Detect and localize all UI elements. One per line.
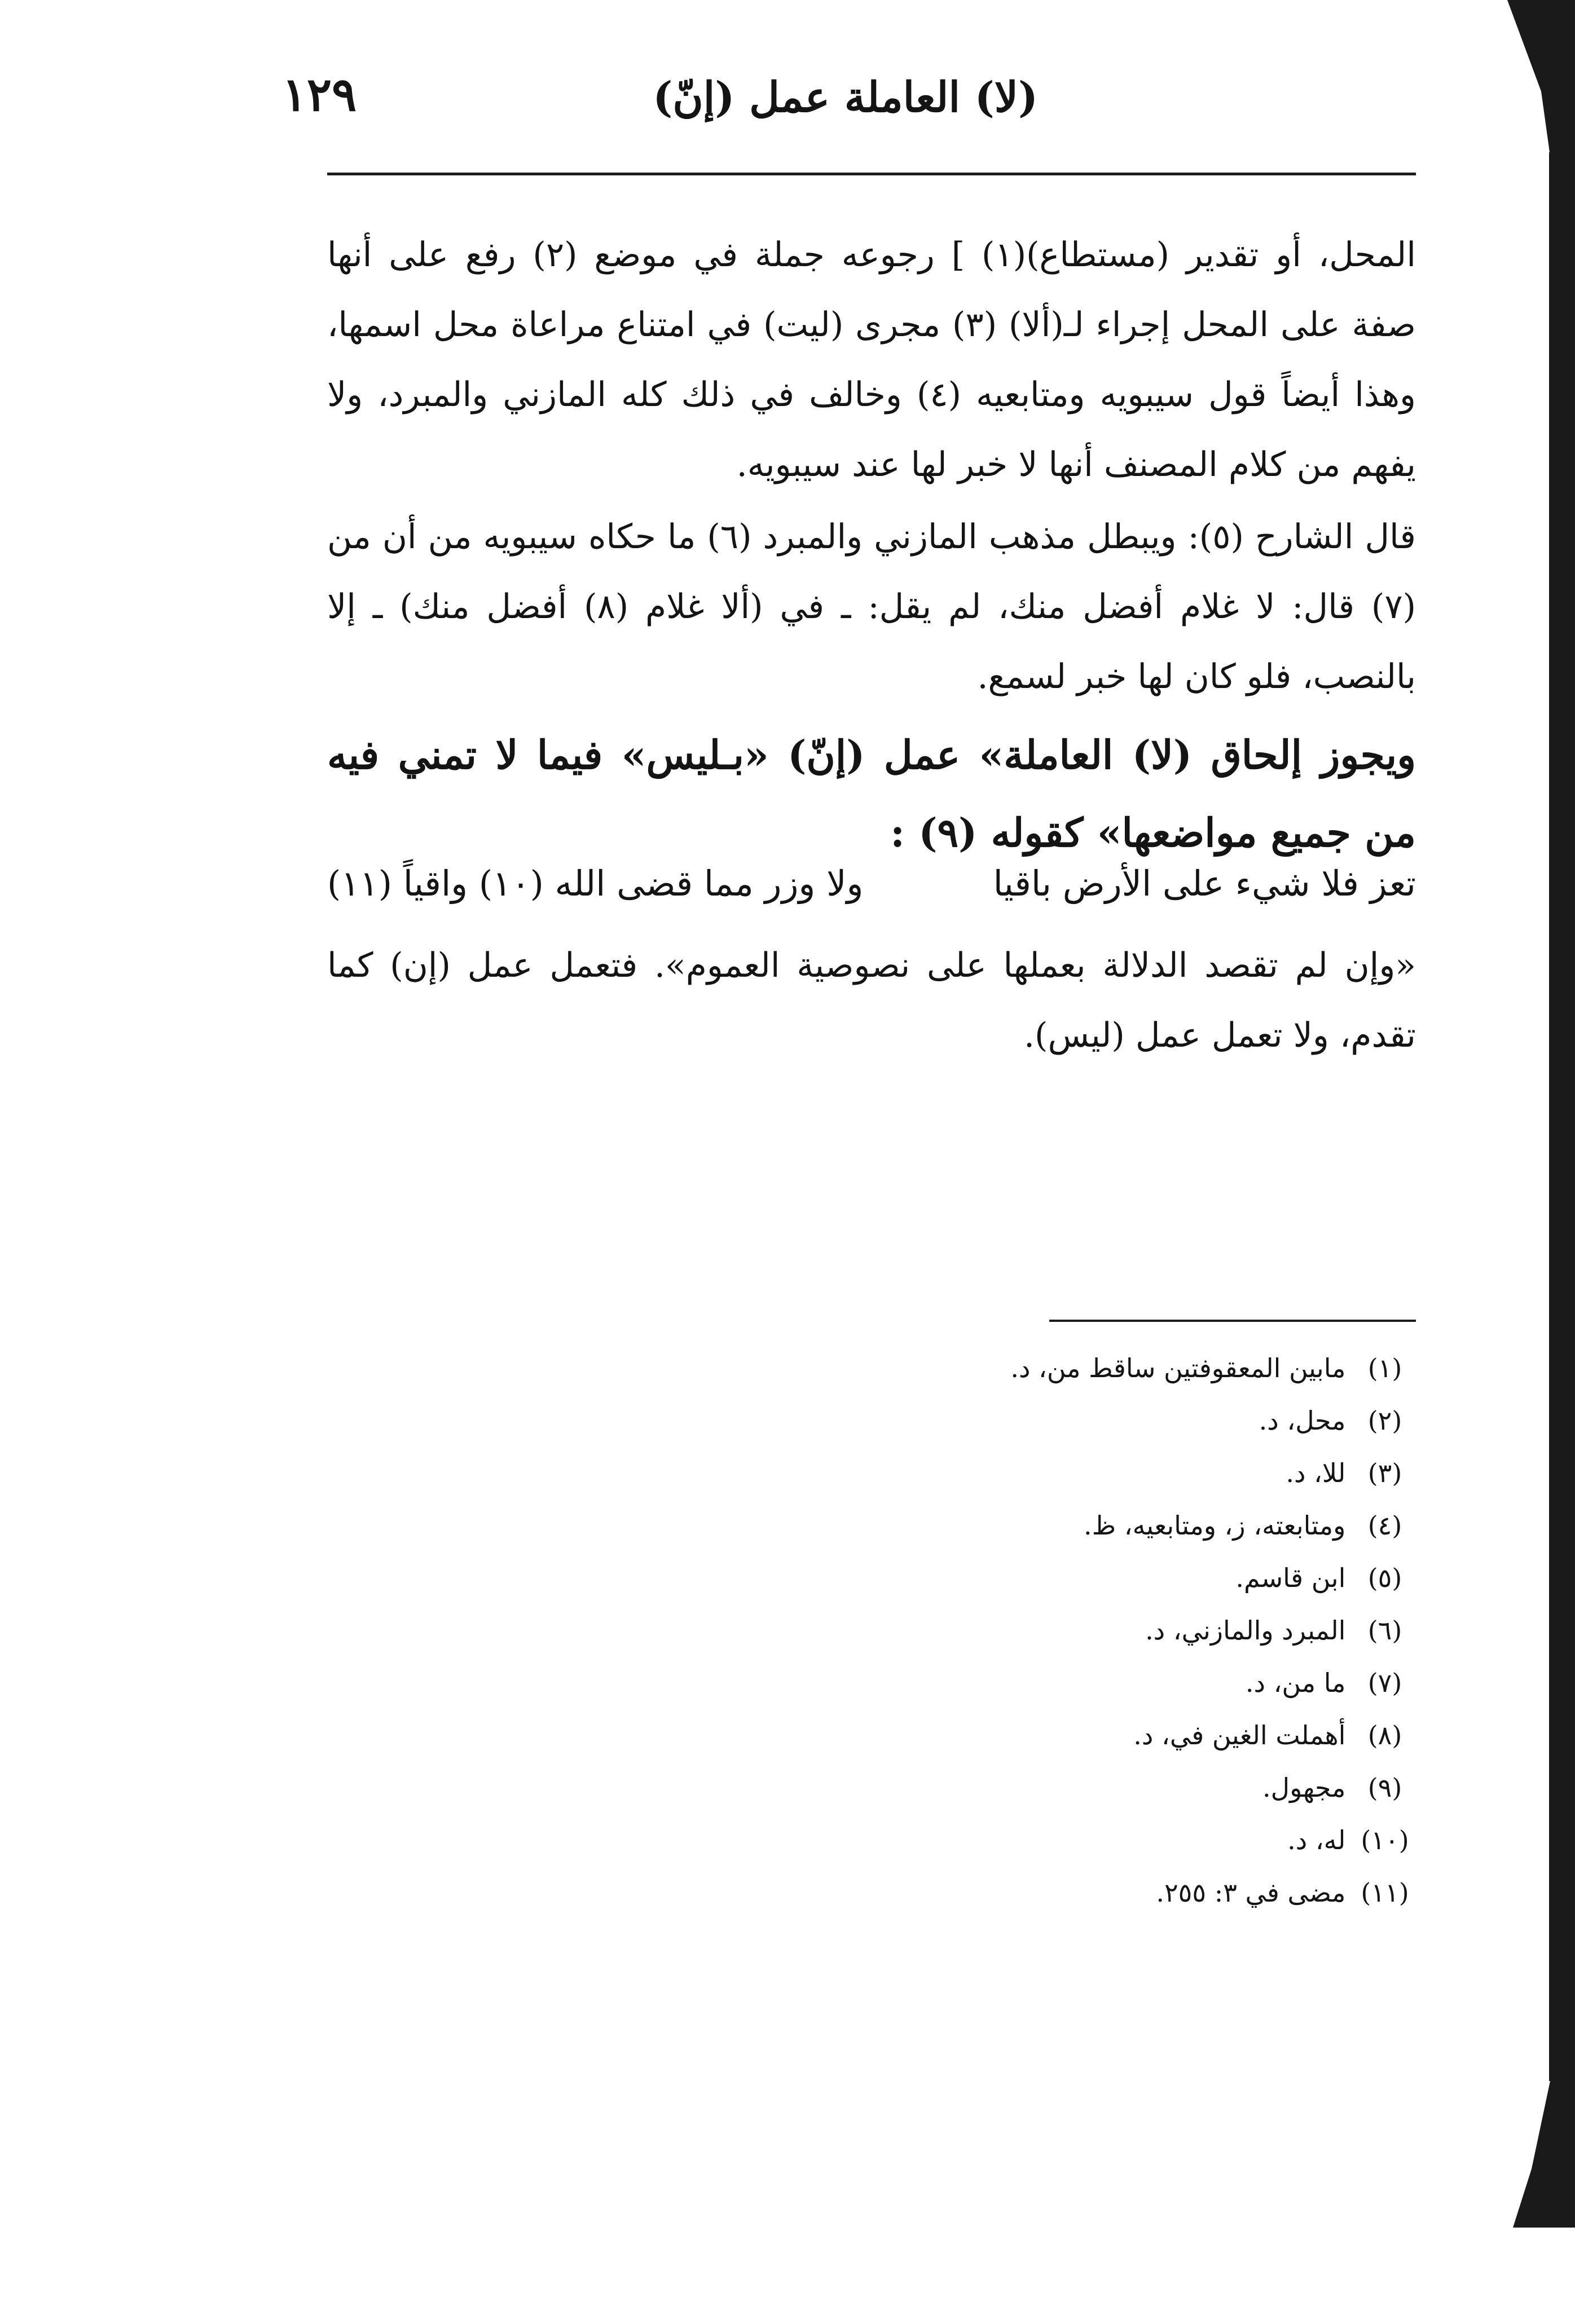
footnote-divider [1049, 1320, 1416, 1322]
footnote [677, 1447, 1416, 1500]
header-divider [327, 173, 1416, 175]
footnote-text: للا، د. [1286, 1458, 1346, 1488]
scan-edge-shadow [1490, 0, 1575, 152]
verse-second-hemistich: ولا وزر مما قضى الله (١٠) واقياً (١١) [327, 863, 864, 904]
footnote-text: محل، د. [1259, 1405, 1346, 1436]
footnote-number: (٤) [1367, 1510, 1402, 1541]
footnote [677, 1657, 1416, 1709]
footnotes-list [677, 1342, 1416, 1919]
footnote [677, 1709, 1416, 1762]
footnote-number: (٨) [1367, 1720, 1402, 1750]
page-number: ١٢٩ [282, 68, 357, 122]
footnote [677, 1552, 1416, 1604]
footnote-number: (٩) [1367, 1772, 1402, 1803]
footnote [677, 1867, 1416, 1919]
poetry-verse [327, 863, 1416, 936]
footnote-number: (٧) [1367, 1668, 1402, 1698]
footnote-number: (٥) [1367, 1563, 1402, 1593]
footnote-number: (١١) [1361, 1877, 1409, 1908]
footnote-text: ابن قاسم. [1235, 1563, 1346, 1593]
footnote [677, 1342, 1416, 1395]
footnote-number: (٣) [1367, 1458, 1402, 1488]
footnote-text: مضى في ٣: ٢٥٥. [1156, 1877, 1346, 1908]
footnote-text: المبرد والمازني، د. [1145, 1615, 1346, 1646]
footnote [677, 1762, 1416, 1814]
footnote [677, 1500, 1416, 1552]
scan-edge-shadow [1549, 152, 1575, 2081]
footnote [677, 1395, 1416, 1447]
footnote-text: أهملت الغين في، د. [1133, 1720, 1346, 1750]
footnote-number: (٦) [1367, 1615, 1402, 1646]
footnote-number: (١٠) [1361, 1825, 1409, 1855]
running-title: (لا) العاملة عمل (إنّ) [653, 73, 1038, 122]
footnote [677, 1604, 1416, 1657]
footnote-text: ما من، د. [1245, 1668, 1346, 1698]
verse-first-hemistich: تعز فلا شيء على الأرض باقيا [993, 863, 1416, 904]
footnote-text: ومتابعته، ز، ومتابعيه، ظ. [1084, 1510, 1346, 1541]
paragraph: «وإن لم تقصد الدلالة بعملها على نصوصية العموم». فتعمل عمل (إن) كما تقدم، ولا تعمل عمل (ليس). [327, 946, 1416, 1055]
footnote-text: مجهول. [1262, 1772, 1346, 1803]
footnote-text: مابين المعقوفتين ساقط من، د. [1010, 1353, 1346, 1383]
scan-edge-shadow [1513, 2081, 1575, 2228]
footnote-text: له، د. [1287, 1825, 1346, 1855]
footnote [677, 1814, 1416, 1867]
footnote-number: (١) [1367, 1353, 1402, 1383]
paragraph: قال الشارح (٥): ويبطل مذهب المازني والمبرد (٦) ما حكاه سيبويه من أن من (٧) قال: لا غلام أفضل منك، لم يقل: ـ في (ألا غلام (٨) أفضل منك) ـ إلا بالنصب، فلو كان لها خبر لسمع. [327, 517, 1416, 696]
footnote-number: (٢) [1367, 1405, 1402, 1436]
paragraph: المحل، أو تقدير (مستطاع)(١) ] رجوعه جملة في موضع (٢) رفع على أنها صفة على المحل إجراء لـ(ألا) (٣) مجرى (ليت) في امتناع مراعاة محل اسمها، وهذا أيضاً قول سيبويه ومتابعيه (٤) وخالف في ذلك كله المازني والمبرد، ولا يفهم من كلام المصنف أنها لا خبر لها عند سيبويه. [327, 235, 1416, 484]
bold-paragraph: ويجوز إلحاق (لا) العاملة» عمل (إنّ) «بـليس» فيما لا تمني فيه من جميع مواضعها» كقوله (٩) : [327, 731, 1416, 856]
